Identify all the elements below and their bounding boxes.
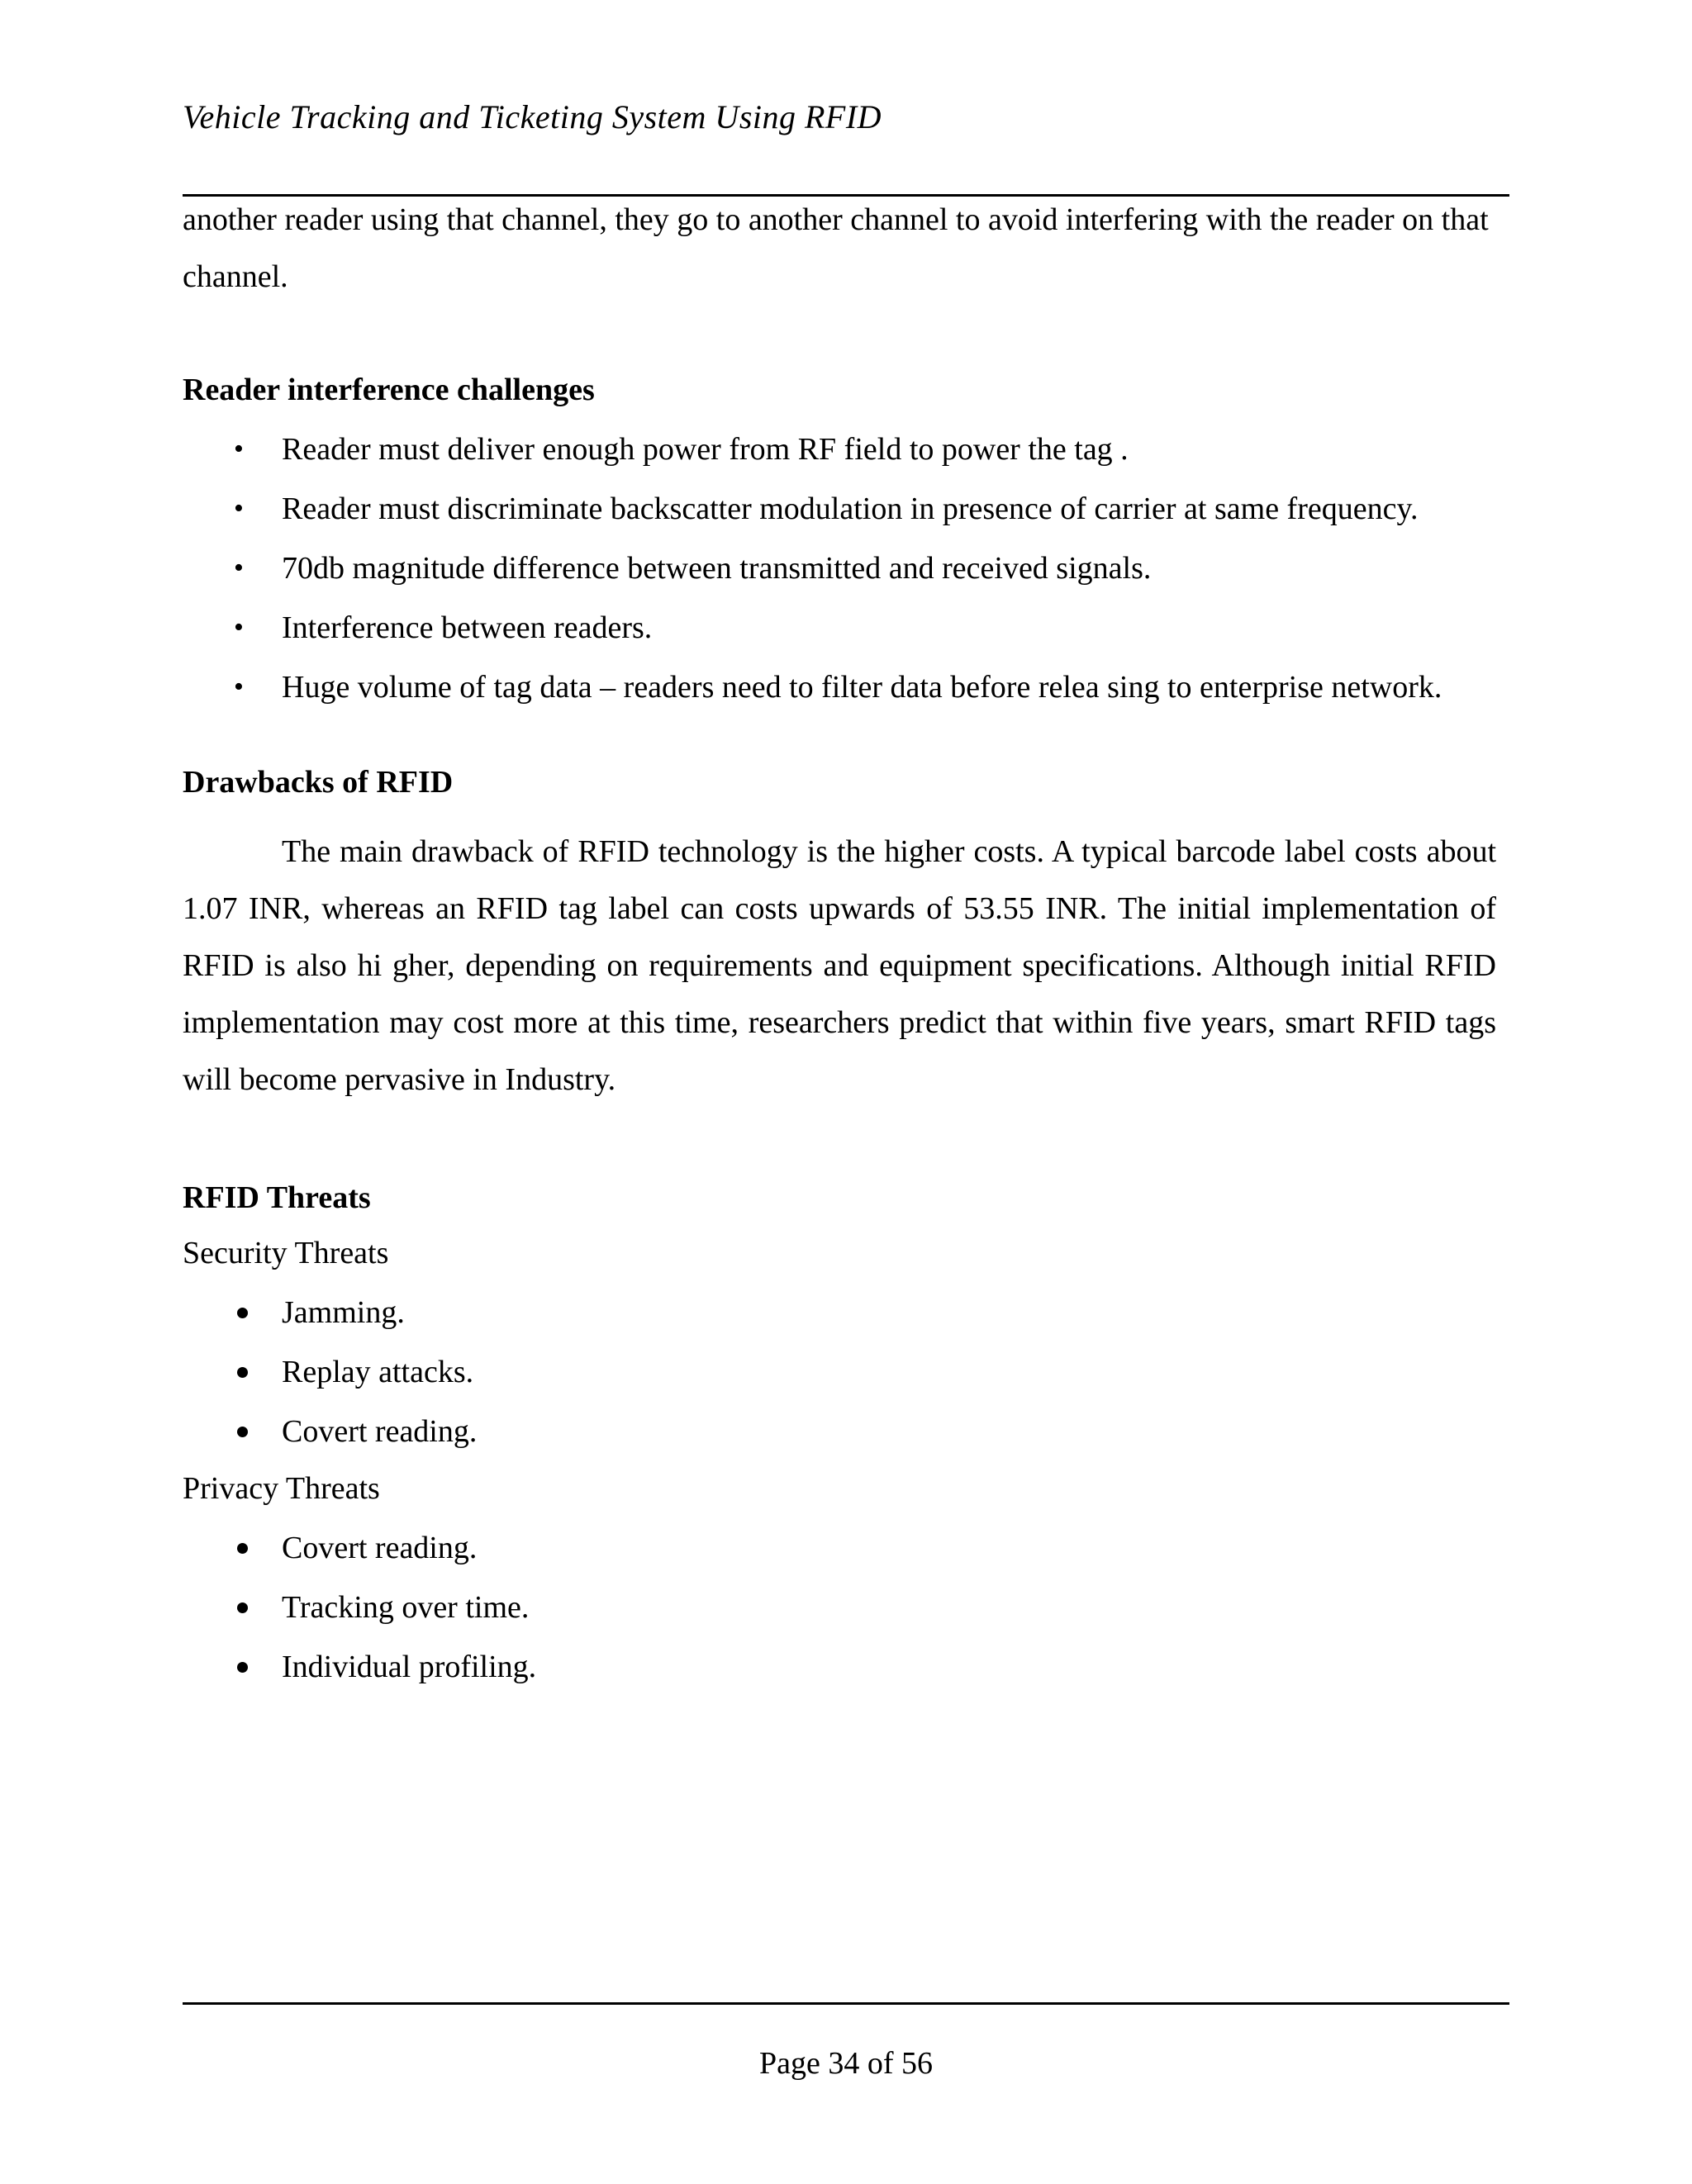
- bullet-icon: •: [234, 493, 244, 524]
- list-item: [183, 1407, 1509, 1466]
- section-heading-interference: Reader interference challenges: [183, 373, 595, 407]
- list-item: [183, 603, 1509, 662]
- list-item-text: Individual profiling.: [282, 1650, 537, 1684]
- running-header: Vehicle Tracking and Ticketing System Using RFID: [183, 98, 882, 135]
- list-item-text: Interference between readers.: [282, 610, 653, 645]
- page-number: Page 34 of 56: [758, 2046, 934, 2081]
- security-threats-list: [183, 1288, 1509, 1466]
- list-item: [183, 1583, 1509, 1642]
- list-item-text: Reader must deliver enough power from RF field to power the tag .: [282, 432, 1129, 467]
- bullet-icon: •: [234, 672, 244, 702]
- list-item-text: Replay attacks.: [282, 1355, 474, 1389]
- bullet-icon: •: [234, 612, 244, 643]
- continuation-paragraph: another reader using that channel, they go to another channel to avoid interfering with the reader on that channel.: [183, 202, 1489, 294]
- section-heading-drawbacks: Drawbacks of RFID: [183, 765, 454, 800]
- bullet-icon: •: [234, 553, 244, 583]
- interference-challenges-list: [183, 425, 1509, 722]
- section-heading-threats: RFID Threats: [183, 1180, 371, 1215]
- list-item-text: Jamming.: [282, 1295, 405, 1330]
- list-item: [183, 425, 1509, 484]
- list-item-text: 70db magnitude difference between transmitted and received signals.: [282, 551, 1152, 586]
- footer-rule: [183, 2002, 1509, 2005]
- privacy-threats-label: Privacy Threats: [183, 1471, 380, 1506]
- list-item-text: Covert reading.: [282, 1531, 478, 1565]
- list-item-text: Huge volume of tag data – readers need to filter data before relea sing to enterprise network.: [282, 670, 1442, 705]
- list-item: [183, 484, 1509, 544]
- list-item: [183, 544, 1509, 603]
- list-item: [183, 1523, 1509, 1583]
- list-item-text: Covert reading.: [282, 1414, 478, 1449]
- list-item: [183, 662, 1509, 722]
- list-item: [183, 1288, 1509, 1347]
- drawbacks-paragraph: The main drawback of RFID technology is the higher costs. A typical barcode label costs about 1.07 INR, whereas an RFID tag label can costs upwards of 53.55 INR. The initial implementation of RFID is also hi gher, depending on requirements and equipment specifications. Although initial RFID implementation may cost more at this time, researchers predict that within five years, smart RFID tags will become pervasive in Industry.: [183, 834, 1496, 1097]
- security-threats-label: Security Threats: [183, 1236, 389, 1270]
- bullet-icon: •: [234, 434, 244, 464]
- list-item: [183, 1347, 1509, 1407]
- privacy-threats-list: [183, 1523, 1509, 1702]
- list-item-text: Reader must discriminate backscatter modulation in presence of carrier at same frequency.: [282, 491, 1419, 526]
- list-item-text: Tracking over time.: [282, 1590, 530, 1625]
- list-item: [183, 1642, 1509, 1702]
